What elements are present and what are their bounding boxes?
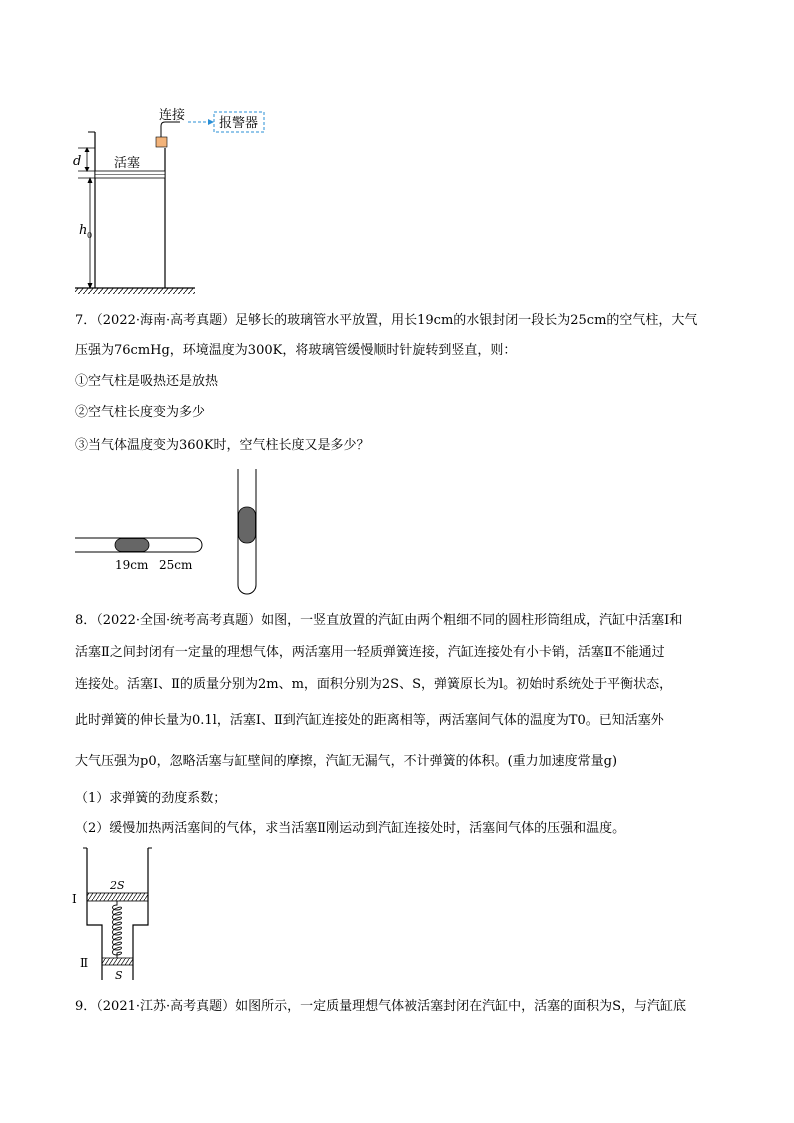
q7-line-2: 压强为76cmHg，环境温度为300K，将玻璃管缓慢顺时针旋转到竖直，则： xyxy=(75,343,517,358)
q8-sub-question-1: （1）求弹簧的劲度系数； xyxy=(75,791,227,806)
piston-i-label: Ⅰ xyxy=(72,892,77,906)
alarm-label: 报警器 xyxy=(219,116,259,131)
q7-item-3: ③当气体温度变为360K时，空气柱长度又是多少？ xyxy=(75,438,370,453)
piston-label: 活塞 xyxy=(114,156,141,171)
q8-line-3: 连接处。活塞Ⅰ、Ⅱ的质量分别为2m、m，面积分别为2S、S，弹簧原长为l。初始时系统处于平衡状态， xyxy=(75,677,673,692)
q8-line-5: 大气压强为p0，忽略活塞与缸壁间的摩擦，汽缸无漏气，不计弹簧的体积。(重力加速度常量g) xyxy=(75,754,618,769)
connect-label: 连接 xyxy=(159,108,186,123)
q7-item-1: ①空气柱是吸热还是放热 xyxy=(75,374,219,389)
h-subscript: 0 xyxy=(87,231,93,240)
q7-line-1: 7．（2022·海南·高考真题）足够长的玻璃管水平放置，用长19cm的水银封闭一段长为25cm的空气柱，大气 xyxy=(75,313,698,328)
glass-tube-figure xyxy=(70,465,290,600)
q8-line-4: 此时弹簧的伸长量为0.1l，活塞Ⅰ、Ⅱ到汽缸连接处的距离相等，两活塞间气体的温度为T0。已知活塞外 xyxy=(75,713,664,728)
piston-ii-label: Ⅱ xyxy=(80,956,89,970)
q8-sub-question-2: （2）缓慢加热两活塞间的气体，求当活塞Ⅱ刚运动到汽缸连接处时，活塞间气体的压强和温度。 xyxy=(75,821,626,836)
q8-line-2: 活塞Ⅱ之间封闭有一定量的理想气体，两活塞用一轻质弹簧连接，汽缸连接处有小卡销，活塞Ⅱ不能通过 xyxy=(75,645,665,660)
d-label: d xyxy=(73,154,82,169)
area-s-label: S xyxy=(115,969,123,982)
h-label: h xyxy=(79,223,88,238)
q7-item-2: ②空气柱长度变为多少 xyxy=(75,405,206,420)
air-column-length-label: 25cm xyxy=(159,558,193,572)
alarm-tube-figure xyxy=(70,100,280,300)
area-2s-label: 2S xyxy=(110,879,125,892)
mercury-length-label: 19cm xyxy=(115,558,149,572)
cylinder-piston-figure xyxy=(65,845,175,985)
q8-line-1: 8．（2022·全国·统考高考真题）如图，一竖直放置的汽缸由两个粗细不同的圆柱形筒组成，汽缸中活塞Ⅰ和 xyxy=(75,613,683,628)
q9-line-1: 9．（2021·江苏·高考真题）如图所示，一定质量理想气体被活塞封闭在汽缸中，活塞的面积为S，与汽缸底 xyxy=(75,999,687,1014)
